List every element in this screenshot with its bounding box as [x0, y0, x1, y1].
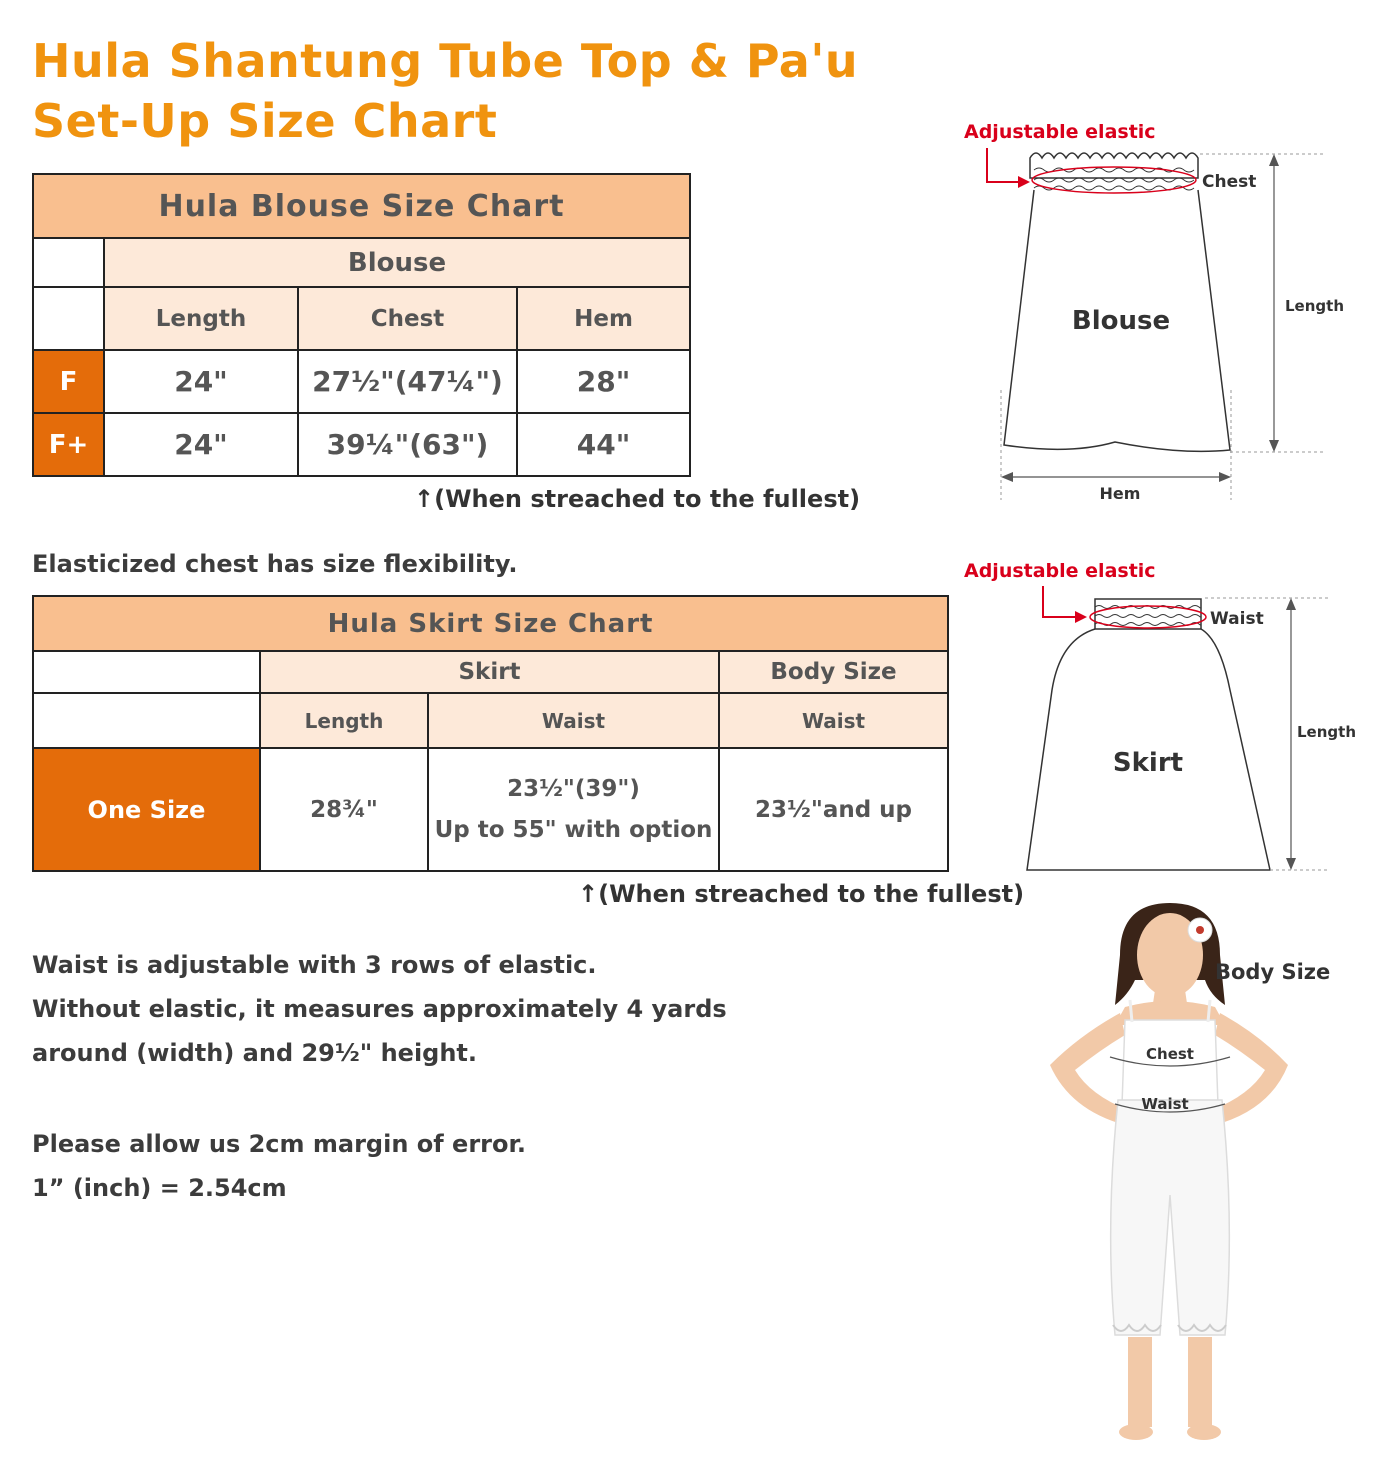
col-header-length: Length: [260, 693, 428, 748]
length-value: 24": [104, 350, 298, 413]
blouse-size-table: [32, 173, 691, 477]
blank-cell: [33, 693, 260, 748]
col-header-hem: Hem: [517, 287, 690, 350]
chest-flex-note: Elasticized chest has size flexibility.: [32, 550, 518, 578]
model-chest-label: Chest: [1146, 1045, 1194, 1063]
flower-icon: [1188, 918, 1212, 942]
skirt-table-title: Hula Skirt Size Chart: [33, 596, 948, 651]
chest-value: 27½"(47¼"): [298, 350, 517, 413]
info-line-4: Please allow us 2cm margin of error.: [32, 1130, 527, 1158]
blouse-stretch-note: ↑(When streached to the fullest): [414, 485, 861, 513]
skirt-diagram: [950, 550, 1370, 885]
skirt-stretch-note: ↑(When streached to the fullest): [578, 880, 1025, 908]
skirt-group-header: Skirt: [260, 651, 719, 693]
info-line-5: 1” (inch) = 2.54cm: [32, 1174, 287, 1202]
body-waist-value: 23½"and up: [719, 748, 948, 871]
skirt-name-label: Skirt: [1112, 748, 1184, 778]
page-title-line-1: Hula Shantung Tube Top & Pa'u: [32, 34, 859, 88]
model-left-arm: [1050, 1013, 1128, 1125]
table-row: [33, 413, 690, 476]
model-photo: [1020, 895, 1380, 1455]
waist-value-line-1: 23½"(39"): [507, 775, 640, 802]
hem-value: 28": [517, 350, 690, 413]
blouse-elastic-label: Adjustable elastic: [964, 121, 1156, 143]
waist-value-line-2: Up to 55" with option: [434, 816, 713, 843]
size-label: F: [33, 350, 104, 413]
blouse-chest-label: Chest: [1202, 172, 1257, 192]
model-pants: [1111, 1100, 1230, 1335]
col-header-length: Length: [104, 287, 298, 350]
info-line-1: Waist is adjustable with 3 rows of elastic.: [32, 951, 597, 979]
size-label: One Size: [33, 748, 260, 871]
info-line-2: Without elastic, it measures approximately 4 yards: [32, 995, 727, 1023]
blouse-table-title: Hula Blouse Size Chart: [33, 174, 690, 238]
length-value: 28¾": [260, 748, 428, 871]
table-row: [33, 350, 690, 413]
model-waist-label: Waist: [1141, 1095, 1189, 1113]
body-size-label: Body Size: [1215, 960, 1331, 984]
length-value: 24": [104, 413, 298, 476]
blank-cell: [33, 651, 260, 693]
skirt-size-table: [32, 595, 949, 872]
col-header-chest: Chest: [298, 287, 517, 350]
blouse-name-label: Blouse: [1071, 306, 1171, 336]
waist-value: [428, 748, 719, 871]
skirt-waist-label: Waist: [1210, 609, 1264, 629]
body-size-group-header: Body Size: [719, 651, 948, 693]
blank-cell: [33, 287, 104, 350]
hem-value: 44": [517, 413, 690, 476]
blouse-diagram: [950, 110, 1370, 520]
blouse-ruffle: [1030, 153, 1198, 178]
info-line-3: around (width) and 29½" height.: [32, 1039, 478, 1067]
col-header-body-waist: Waist: [719, 693, 948, 748]
skirt-elastic-label: Adjustable elastic: [964, 560, 1156, 582]
page-title-line-2: Set-Up Size Chart: [32, 94, 498, 148]
blouse-group-header: Blouse: [104, 238, 690, 287]
table-row: [33, 748, 948, 871]
col-header-waist: Waist: [428, 693, 719, 748]
blouse-hem-label: Hem: [1099, 484, 1141, 503]
blank-cell: [33, 238, 104, 287]
size-label: F+: [33, 413, 104, 476]
blouse-length-label: Length: [1285, 297, 1344, 315]
chest-value: 39¼"(63"): [298, 413, 517, 476]
skirt-length-label: Length: [1297, 723, 1356, 741]
